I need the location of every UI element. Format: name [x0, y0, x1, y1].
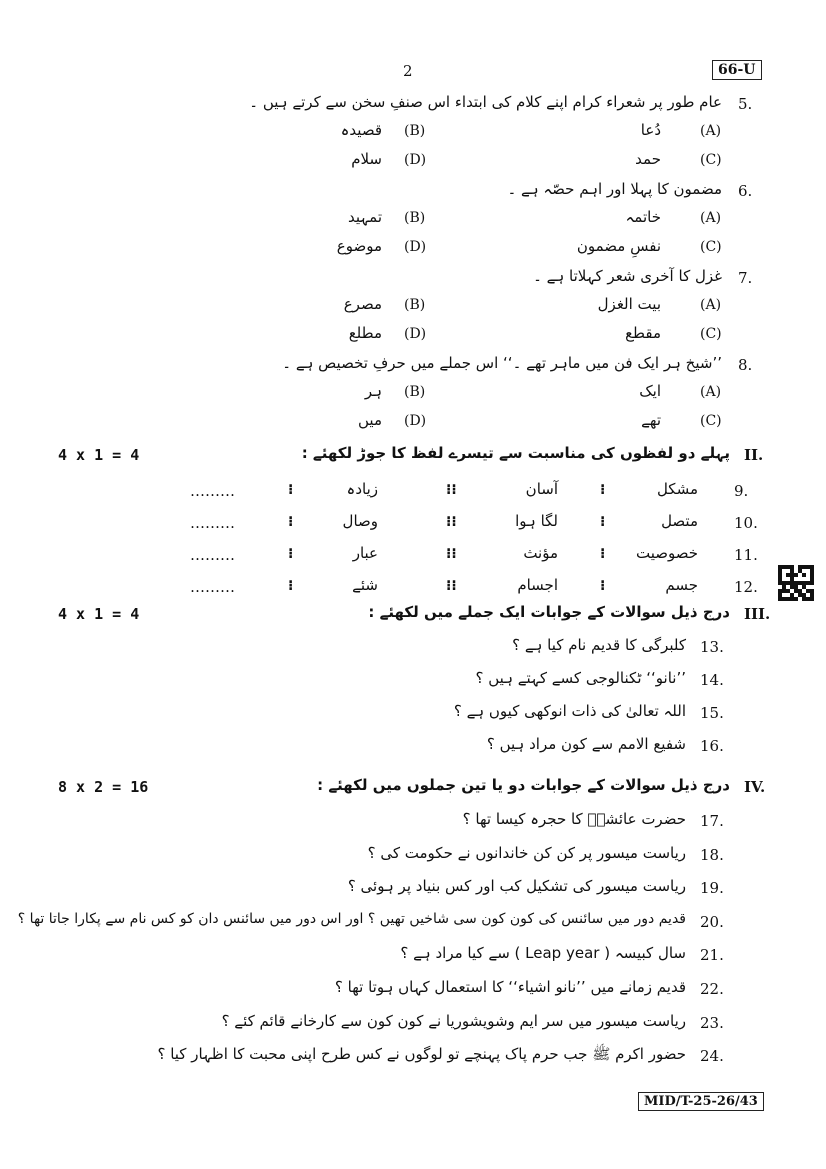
pair-word-3: عبار: [352, 544, 378, 562]
section-2-marks: 4 x 1 = 4: [58, 446, 140, 464]
option-label-d: (D): [404, 152, 427, 168]
separator-single: ⁝: [600, 514, 606, 530]
option-label-c: (C): [700, 326, 722, 342]
option-c: مقطع: [625, 324, 661, 342]
section-4-marks: 8 x 2 = 16: [58, 778, 149, 796]
option-a: ایک: [639, 382, 661, 400]
question-number: 16.: [700, 737, 724, 755]
section-2-roman: II.: [744, 446, 764, 464]
separator-single: ⁝: [600, 546, 606, 562]
pair-word-1: خصوصیت: [635, 544, 698, 562]
question-number: 8.: [738, 356, 753, 374]
option-label-c: (C): [700, 152, 722, 168]
section-3-marks: 4 x 1 = 4: [58, 605, 140, 623]
option-label-b: (B): [404, 123, 426, 139]
option-a: بیت الغزل: [597, 295, 661, 313]
question-text: ’’شیخ ہر ایک فن میں ماہر تھے ۔‘‘ اس جملے میں حرفِ تخصیص ہے ۔: [282, 354, 722, 372]
pair-number: 11.: [734, 546, 758, 564]
separator-single: ⁝: [288, 482, 294, 498]
separator-double: ⁝⁝: [446, 578, 457, 594]
option-label-a: (A): [700, 297, 722, 313]
section-2-title: پہلے دو لفظوں کی مناسبت سے تیسرے لفظ کا جوڑ لکھئے :: [301, 444, 730, 462]
separator-single: ⁝: [288, 514, 294, 530]
question-text: ریاست میسور پر کن کن خاندانوں نے حکومت کی ؟: [367, 843, 686, 862]
option-label-a: (A): [700, 210, 722, 226]
option-label-a: (A): [700, 384, 722, 400]
question-text: حضور اکرم ﷺ جب حرم پاک پہنچے تو لوگوں نے کس طرح اپنی محبت کا اظہار کیا ؟: [157, 1045, 686, 1064]
question-text: قدیم دور میں سائنس کی کون کون سی شاخیں تھیں ؟ اور اس دور میں سائنس دان کو کس نام سے پکارا جاتا تھا ؟: [17, 910, 686, 927]
option-label-b: (B): [404, 210, 426, 226]
question-number: 13.: [700, 638, 724, 656]
option-d: مطلع: [348, 324, 382, 342]
pair-number: 10.: [734, 514, 758, 532]
pair-word-1: متصل: [661, 512, 698, 530]
question-number: 22.: [700, 980, 724, 998]
option-d: موضوع: [336, 237, 382, 255]
section-4-title: درج ذیل سوالات کے جوابات دو یا تین جملوں میں لکھئے :: [317, 776, 730, 794]
option-c: حمد: [635, 150, 661, 168]
option-a: دُعا: [640, 121, 661, 139]
option-label-c: (C): [700, 413, 722, 429]
question-number: 5.: [738, 95, 753, 113]
option-b: مصرع: [343, 295, 382, 313]
option-b: تمہید: [347, 208, 382, 226]
question-number: 14.: [700, 671, 724, 689]
question-text: ریاست میسور میں سر ایم وشویشوریا نے کون کون سے کارخانے قائم کئے ؟: [221, 1011, 686, 1030]
question-number: 24.: [700, 1047, 724, 1066]
pair-word-3: زیادہ: [346, 480, 378, 498]
question-text: عام طور پر شعراء کرام اپنے کلام کی ابتداء اس صنفِ سخن سے کرتے ہیں ۔: [249, 93, 722, 111]
question-number: 23.: [700, 1013, 724, 1032]
pair-word-3: وصال: [342, 512, 378, 530]
option-label-d: (D): [404, 413, 427, 429]
answer-blank: ………: [190, 482, 235, 500]
question-number: 21.: [700, 946, 724, 965]
question-number: 15.: [700, 704, 724, 722]
question-text: ریاست میسور کی تشکیل کب اور کس بنیاد پر ہوئی ؟: [347, 877, 686, 896]
answer-blank: ………: [190, 546, 235, 564]
question-text: سال کبیسہ ( Leap year ) سے کیا مراد ہے ؟: [400, 944, 686, 963]
question-number: 18.: [700, 845, 724, 864]
question-number: 7.: [738, 269, 753, 287]
pair-word-1: مشکل: [656, 480, 698, 498]
section-4-roman: IV.: [744, 778, 766, 796]
option-label-a: (A): [700, 123, 722, 139]
question-text: مضمون کا پہلا اور اہم حصّہ ہے ۔: [507, 180, 722, 198]
page-number: 2: [403, 62, 413, 80]
option-label-d: (D): [404, 326, 427, 342]
pair-word-1: جسم: [665, 576, 698, 594]
separator-single: ⁝: [288, 578, 294, 594]
answer-blank: ………: [190, 514, 235, 532]
pair-word-2: مؤنث: [523, 544, 558, 562]
option-d: سلام: [351, 150, 382, 168]
pair-number: 9.: [734, 482, 749, 500]
separator-double: ⁝⁝: [446, 482, 457, 498]
question-text: حضرت عائشہؓ کا حجرہ کیسا تھا ؟: [462, 810, 686, 828]
paper-code: 66-U: [712, 60, 762, 80]
option-label-d: (D): [404, 239, 427, 255]
question-number: 6.: [738, 182, 753, 200]
section-3-title: درج ذیل سوالات کے جوابات ایک جملے میں لکھئے :: [368, 603, 730, 621]
section-3-roman: III.: [744, 605, 771, 623]
question-text: اللہ تعالیٰ کی ذات انوکھی کیوں ہے ؟: [453, 702, 686, 720]
question-number: 20.: [700, 912, 724, 931]
question-text: ’’نانو‘‘ ٹکنالوجی کسے کہتے ہیں ؟: [475, 669, 686, 687]
option-c: تھے: [641, 411, 661, 429]
pair-number: 12.: [734, 578, 758, 596]
separator-double: ⁝⁝: [446, 546, 457, 562]
option-label-b: (B): [404, 384, 426, 400]
pair-word-2: آسان: [525, 480, 558, 498]
pair-word-3: شئے: [352, 576, 378, 594]
option-b: ہر: [364, 382, 382, 400]
question-number: 17.: [700, 812, 724, 830]
question-number: 19.: [700, 879, 724, 898]
separator-single: ⁝: [600, 578, 606, 594]
option-label-c: (C): [700, 239, 722, 255]
question-text: قدیم زمانے میں ’’نانو اشیاء‘‘ کا استعمال کہاں ہوتا تھا ؟: [334, 978, 686, 996]
question-text: غزل کا آخری شعر کہلاتا ہے ۔: [533, 267, 722, 285]
option-b: قصیدہ: [340, 121, 382, 139]
footer-code: MID/T-25-26/43: [638, 1092, 764, 1111]
separator-single: ⁝: [288, 546, 294, 562]
option-d: میں: [358, 411, 382, 429]
answer-blank: ………: [190, 578, 235, 596]
separator-double: ⁝⁝: [446, 514, 457, 530]
pair-word-2: اجسام: [517, 576, 558, 594]
option-a: خاتمہ: [625, 208, 661, 226]
separator-single: ⁝: [600, 482, 606, 498]
question-text: شفیع الامم سے کون مراد ہیں ؟: [486, 735, 686, 753]
pair-word-2: لگا ہوا: [515, 512, 558, 530]
qr-code: [778, 565, 814, 601]
question-text: کلبرگی کا قدیم نام کیا ہے ؟: [512, 636, 686, 654]
option-c: نفسِ مضمون: [576, 237, 661, 255]
option-label-b: (B): [404, 297, 426, 313]
